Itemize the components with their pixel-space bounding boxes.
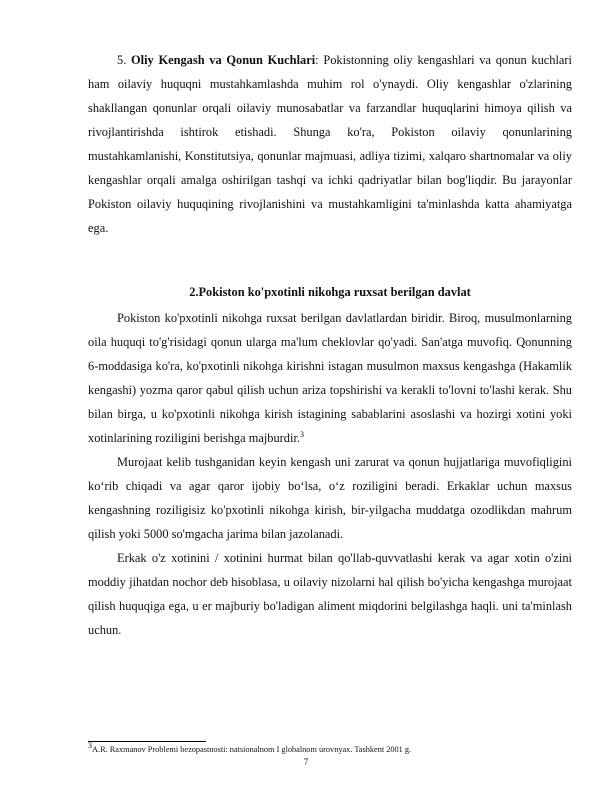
paragraph-polygamy: [88, 306, 572, 450]
footnote-divider: [88, 741, 206, 742]
paragraph-text: : Pokistonning oliy kengashlari va qonun kuchlari ham oilaviy huquqni mustahkamlashda muhim rol o'ynaydi. Oliy kengashlar o'zlarining shakllangan qonunlar orqali oilaviy munosabatlar va farzandlar huquqlarini himoya qilish va rivojlantirishda ishtirok etishadi. Shunga ko'ra, Pokiston oilaviy qonunlarining mustahkamlanishi, Konstitutsiya, qonunlar majmuasi, adliya tizimi, xalqaro shartnomalar va oliy kengashlar orqali amalga oshirilgan tashqi va ichki qadriyatlar bilan bog'liqdir. Bu jarayonlar Pokiston oilaviy huquqining rivojlanishini va mustahkamligini ta'minlashda katta ahamiyatga ega.: [88, 53, 572, 235]
list-number: 5.: [117, 53, 132, 67]
bold-term: Oliy Kengash va Qonun Kuchlari: [131, 53, 316, 67]
footnote-text: A.R. Raxmanov Problemi bezopastnosti: natsionalnom I globalnom urovnyax. Tashkent 2001 g.: [92, 745, 412, 754]
document-body: [88, 48, 572, 642]
section-heading: 2.Pokiston ko'pxotinli nikohga ruxsat berilgan davlat: [189, 285, 471, 299]
paragraph-oliy-kengash: [88, 48, 572, 240]
footnote: [88, 741, 412, 755]
page-number: 7: [303, 757, 309, 767]
paragraph-text: Pokiston ko'pxotinli nikohga ruxsat berilgan davlatlardan biridir. Biroq, musulmonlarning oila huquqi to'g'risidagi qonun ularga ma'lum cheklovlar qo'yadi. San'atga muvofiq. Qonunning 6-moddasiga ko'ra, ko'pxotinli nikohga kirishni istagan musulmon maxsus kengashga (Hakamlik kengashi) yozma qaror qabul qilish uchun ariza topshirishi va kerakli to'lovni to'lashi kerak. Shu bilan birga, u ko'pxotinli nikohga kirish istagining sabablarini asoslashi va hozirgi xotini yoki xotinlarining roziligini berishga majburdir.: [88, 311, 572, 445]
paragraph-appeal: Murojaat kelib tushganidan keyin kengash uni zarurat va qonun hujjatlariga muvofiqligini ko‘rib chiqadi va agar qaror ijobiy bo‘lsa, o‘z roziligini beradi. Erkaklar uchun maxsus kengashning roziligisiz ko'pxotinli nikohga kirish, bir-yilgacha muddatga ozodlikdan mahrum qilish yoki 5000 so'mgacha jarima bilan jazolanadi.: [88, 455, 572, 541]
footnote-number: 3: [88, 741, 92, 751]
paragraph-support: Erkak o'z xotinini / xotinini hurmat bilan qo'llab-quvvatlashi kerak va agar xotin o'zini moddiy jihatdan nochor deb hisoblasa, u oilaviy nizolarni hal qilish bo'yicha kengashga murojaat qilish huquqiga ega, u er majburiy bo'ladigan aliment miqdorini belgilashga haqli. uni ta'minlash uchun.: [88, 551, 572, 637]
footnote-reference[interactable]: 3: [299, 429, 304, 439]
